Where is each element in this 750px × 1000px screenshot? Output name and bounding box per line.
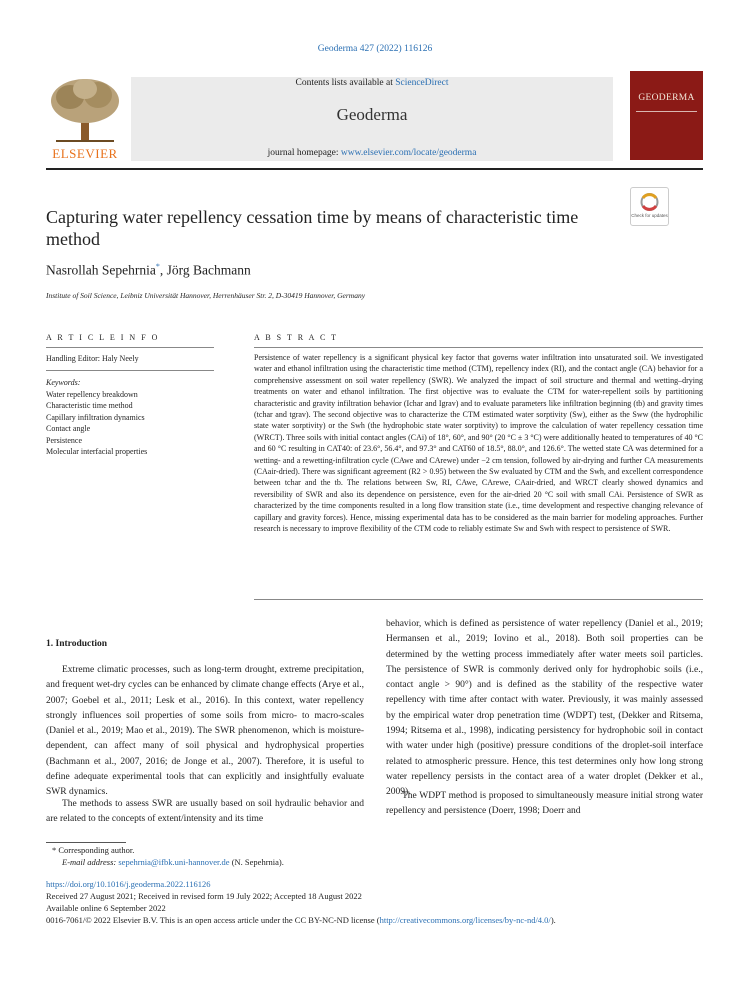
cover-divider: [636, 111, 697, 112]
abstract-heading: A B S T R A C T: [254, 333, 339, 342]
license-link[interactable]: http://creativecommons.org/licenses/by-nc-nd/4.0/: [379, 915, 551, 925]
keywords-block: [46, 377, 216, 458]
abstract-end-rule: [254, 599, 703, 600]
keyword-item: Contact angle: [46, 424, 91, 433]
email-line: [62, 857, 284, 869]
footnote-divider: [46, 842, 126, 843]
doi-link[interactable]: https://doi.org/10.1016/j.geoderma.2022.116126: [46, 879, 211, 889]
corresponding-author-mark[interactable]: *: [155, 262, 160, 271]
abstract-rule: [254, 347, 703, 348]
author-sepehrnia[interactable]: Nasrollah Sepehrnia: [46, 262, 156, 278]
journal-name: Geoderma: [336, 105, 408, 124]
intro-paragraph-2: The methods to assess SWR are usually based on soil hydraulic behavior and are related to the concepts of extent/intensity and its time: [46, 799, 364, 825]
email-link[interactable]: sepehrnia@ifbk.uni-hannover.de: [118, 857, 230, 867]
license-line: [46, 915, 706, 927]
homepage-prefix: journal homepage:: [267, 148, 341, 158]
journal-homepage: [131, 148, 613, 158]
check-for-updates-button[interactable]: [630, 187, 669, 226]
article-info-rule: [46, 347, 214, 348]
journal-cover-image[interactable]: [630, 71, 703, 160]
author-list: [46, 262, 251, 279]
check-for-updates-label: Check for updates: [631, 213, 668, 218]
cover-title: GEODERMA: [638, 93, 695, 103]
publisher-name: ELSEVIER: [52, 146, 118, 161]
contents-line: [131, 78, 613, 88]
keyword-item: Molecular interfacial properties: [46, 447, 148, 456]
keyword-item: Persistence: [46, 435, 82, 445]
sciencedirect-link[interactable]: ScienceDirect: [395, 78, 449, 88]
article-info-heading: A R T I C L E I N F O: [46, 333, 160, 342]
author-bachmann[interactable]: , Jörg Bachmann: [159, 262, 251, 278]
header-divider: [46, 168, 703, 170]
email-label: E-mail address:: [62, 857, 119, 867]
keywords-rule: [46, 370, 214, 371]
check-for-updates-icon: [631, 188, 668, 225]
intro-paragraph-3: behavior, which is defined as persistence of water repellency (Daniel et al., 2019; Hermansen et al., 2019; Iovino et al., 2018). Both soil properties can be determined by the wetting process immediately after water meets soil particles. The persistence of SWR is commonly derived only for hydrophobic soils (i.e., contact angle > 90°) and is defined as the stability of the respective water repellency with time after contact with water. Previously, it was mainly assessed by the empirical water drop penetration time (WDPT) test, (Dekker and Ritsema, 1994; Ritsema et al., 1998), indicating persistency for hydrophobic soil in contact with water under high (positive) pressure conditions of the droplet-soil interface related to atmospheric pressure. Hence, this test determines only how long strong water repellency persists in the contact area of a water droplet (Dekker et al., 2009).: [386, 619, 703, 798]
license-suffix: ).: [550, 915, 556, 925]
affiliation: Institute of Soil Science, Leibniz Universität Hannover, Herrenhäuser Str. 2, D-30419 Hannover, Germany: [46, 291, 366, 300]
handling-editor: Handling Editor: Haly Neely: [46, 354, 139, 363]
journal-reference-link[interactable]: Geoderma 427 (2022) 116126: [317, 44, 433, 54]
contents-prefix: Contents lists available at: [295, 78, 396, 88]
abstract-text: Persistence of water repellency is a significant physical key factor that governs water infiltration into unsaturated soil. We investigated water and ethanol infiltration using the characteristic time method (CTM), repellency index (RI), and the contact angle (CA) behavior for a comprehensive assessment on soil water repellency (SWR). We analyzed the impact of soil structure and thermal and wetting–drying treatments on water and ethanol infiltration. The first objective was to evaluate the CTM for water-repellent soils by partitioning characteristic and gravity infiltration behavior (Ichar and Igrav) and to evaluate parameters like infiltration beginning (tb) and gravity times (tchar and tgrav). The second objective was to characterize the CTM estimated water sorptivity (Sw), either as the Sww (the hydrophilic state water sorptivity) or the Swh (the hydrophobic state water sorptivity) to improve the calculation of water repellency cessation time (WRCT). Three soils with initial contact angles (CAi) of 18°, 60°, and 90° (20 °C ± 3 °C) were additionally heated to temperatures of 40 °C and 60 °C resulting in CAT40: of 23.6°, 56.4°, and 97.3° and CAT60 of 18.5°, 88.0°, and 126.6°. The wetted state CA was determined for a wetting- and a rewetting-infiltration cycle (CAwe and CArewe) under −2 cm tension, followed by air-drying and further CA measurements (CAair-dried). There was significant agreement (R2 > 0.95) between the Sw evaluated by CTM and the Swh, and excellent correspondence between tchar and the tb. The relations between Sw, RI, CAwe, CArewe, CAair-dried, and WRCT clearly showed dynamics and reversibility of SWR and also its dependence on persistence, even for the air-dried 20 °C soil with small CAi. Persistence of SWR as characterized by the time components resulted in a long flow transition state (i.e., time development and respective changing relevance of capillary and gravity forces). Hence, missing experimental data has to be considered as the main barrier for modeling approaches. Further research is necessary to improve flexibility of the CTM code to reliably estimate Sw and Swh with respect to persistence of SWR.: [254, 353, 703, 534]
keyword-item: Capillary infiltration dynamics: [46, 412, 145, 422]
keyword-item: Characteristic time method: [46, 401, 133, 410]
corresponding-author-note: * Corresponding author.: [52, 845, 135, 855]
intro-paragraph-4: The WDPT method is proposed to simultaneously measure initial strong water repellency and persistence (Doerr, 1998; Doerr and: [386, 791, 703, 817]
section-heading-introduction: 1. Introduction: [46, 639, 108, 649]
keyword-item: Water repellency breakdown: [46, 389, 138, 399]
keywords-label: Keywords:: [46, 378, 81, 387]
email-suffix: (N. Sepehrnia).: [229, 857, 284, 867]
received-dates: Received 27 August 2021; Received in revised form 19 July 2022; Accepted 18 August 2022: [46, 891, 362, 901]
article-title: Capturing water repellency cessation time by means of characteristic time method: [46, 207, 579, 249]
homepage-link[interactable]: www.elsevier.com/locate/geoderma: [340, 148, 477, 158]
available-online: Available online 6 September 2022: [46, 903, 166, 913]
license-prefix: 0016-7061/© 2022 Elsevier B.V. This is an open access article under the CC BY-NC-ND license (: [46, 915, 380, 925]
intro-paragraph-1: Extreme climatic processes, such as long-term drought, extreme precipitation, and frequent wet-dry cycles can be enhanced by climate change effects (Arye et al., 2007; Goebel et al., 2011; Lesk et al., 2016). In this context, water repellency strongly influences soil properties of some soils from micro- to macro-scales (Daniel et al., 2019; Mao et al., 2019). The SWR phenomenon, which is moisture-dependent, can affect many of soil physical and hydrophysical properties (Bachmann et al., 2007, 2016; de Jonge et al., 2007). Therefore, it is useful to define adequate experimental tools that can explicitly and insightfully evaluate SWR dynamics.: [46, 665, 364, 798]
